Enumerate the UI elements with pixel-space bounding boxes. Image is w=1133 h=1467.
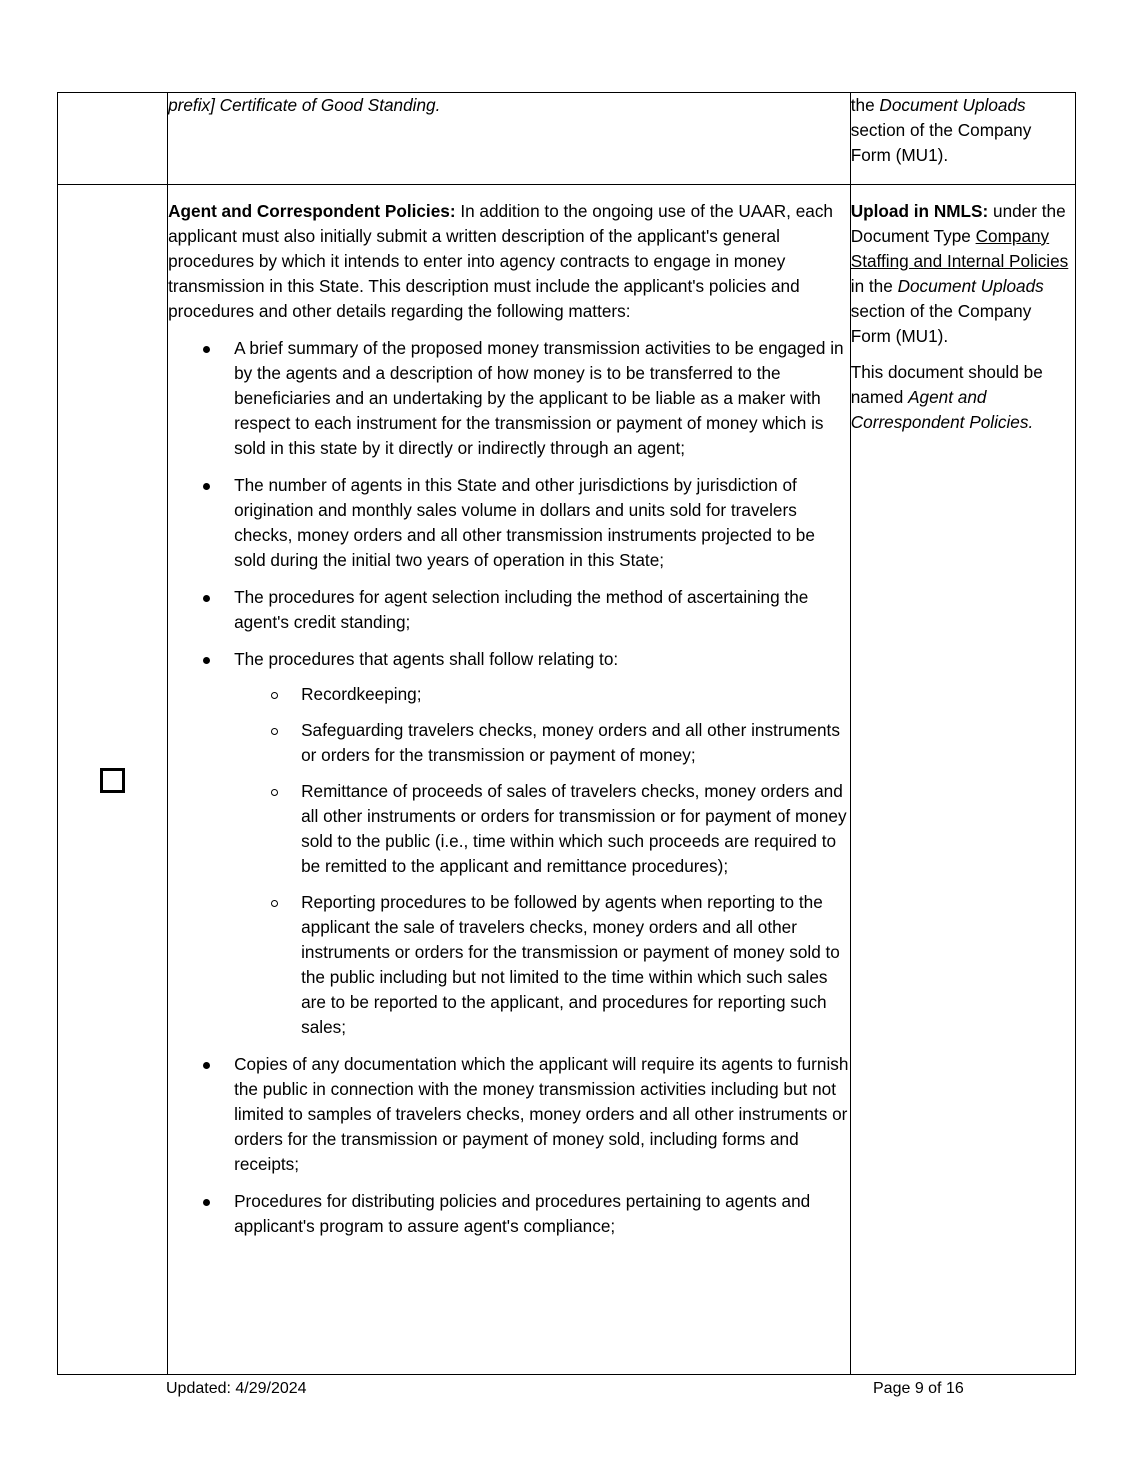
upload-instructions: Upload in NMLS: under the Document Type Company Staffing and Internal Policies in the Document Uploads section of the Company Form (MU1). xyxy=(850,201,1069,346)
location-cell xyxy=(850,93,1075,185)
updated-date: Updated: 4/29/2024 xyxy=(166,1380,307,1397)
sub-list-item: Recordkeeping; xyxy=(234,682,850,707)
bullet-icon xyxy=(203,346,210,353)
sub-list-item: Remittance of proceeds of sales of travelers checks, money orders and all other instruments or orders for transmission or for payment of money sold to the public (i.e., time within which such proceeds are required to be remitted to the applicant and remittance procedures); xyxy=(234,779,850,879)
list-item: The procedures that agents shall follow relating to: Recordkeeping; Safeguarding travelers checks, money orders and all other instruments or orders for the transmission or payment of money; Remittance of proceeds of sales of travelers checks, money orders and all other instruments or orders for transmission or for payment of money sold to the public (i.e., time within which such proceeds are required to be remitted to the applicant and remittance procedures); Reporting procedures to be followed by agents when reporting to the applicant the sale of travelers checks, money orders and all other instruments or orders for the transmission or payment of money sold to the public including but not limited to the time within which such sales are to be reported to the applicant, and procedures for reporting such sales; xyxy=(168,647,850,1040)
bullet-icon xyxy=(203,1199,210,1206)
bullet-icon xyxy=(203,1062,210,1069)
document-type-label: Company Staffing and Internal Policies xyxy=(850,226,1069,271)
list-item: The procedures for agent selection including the method of ascertaining the agent's credit standing; xyxy=(168,585,850,635)
circle-bullet-icon xyxy=(271,692,278,699)
sub-list-item: Safeguarding travelers checks, money orders and all other instruments or orders for the transmission or payment of money; xyxy=(234,718,850,768)
requirement-heading: Agent and Correspondent Policies: xyxy=(168,201,456,221)
document-name-note: This document should be named Agent and Correspondent Policies. xyxy=(850,362,1043,432)
bullet-icon xyxy=(203,595,210,602)
circle-bullet-icon xyxy=(271,728,278,735)
page-number: Page 9 of 16 xyxy=(873,1380,964,1397)
bullet-icon xyxy=(203,657,210,664)
list-item: Procedures for distributing policies and procedures pertaining to agents and applicant's program to assure agent's compliance; xyxy=(168,1189,850,1239)
requirement-cell xyxy=(168,185,851,1375)
requirement-text: prefix] Certificate of Good Standing. xyxy=(168,95,441,115)
table-row xyxy=(58,93,1076,185)
bullet-icon xyxy=(203,483,210,490)
requirement-intro: Agent and Correspondent Policies: In addition to the ongoing use of the UAAR, each applicant must also initially submit a written description of the applicant's general procedures by which it intends to enter into agency contracts to engage in money transmission in this State. This description must include the applicant's policies and procedures and other details regarding the following matters: xyxy=(168,201,833,321)
bullet-list xyxy=(168,336,850,1239)
requirement-cell xyxy=(168,93,851,185)
requirements-table xyxy=(57,92,1076,1375)
circle-bullet-icon xyxy=(271,900,278,907)
table-row xyxy=(58,185,1076,1375)
requirement-checkbox[interactable] xyxy=(100,768,125,793)
location-text: the Document Uploads section of the Company Form (MU1). xyxy=(850,95,1032,165)
list-item: A brief summary of the proposed money transmission activities to be engaged in by the agents and a description of how money is to be transferred to the beneficiaries and an undertaking by the applicant to be liable as a maker with respect to each instrument for the transmission or payment of money which is sold in this state by it directly or indirectly through an agent; xyxy=(168,336,850,461)
sub-list-item: Reporting procedures to be followed by agents when reporting to the applicant the sale of travelers checks, money orders and all other instruments or orders for the transmission or payment of money sold to the public including but not limited to the time within which such sales are to be reported to the applicant, and procedures for reporting such sales; xyxy=(234,890,850,1040)
sub-bullet-list xyxy=(234,682,850,1040)
circle-bullet-icon xyxy=(271,789,278,796)
checkbox-cell xyxy=(58,93,168,185)
list-item: Copies of any documentation which the applicant will require its agents to furnish the public in connection with the money transmission activities including but not limited to samples of travelers checks, money orders and all other instruments or orders for the transmission or payment of money sold, including forms and receipts; xyxy=(168,1052,850,1177)
list-item: The number of agents in this State and other jurisdictions by jurisdiction of origination and monthly sales volume in dollars and units sold for travelers checks, money orders and all other transmission instruments projected to be sold during the initial two years of operation in this State; xyxy=(168,473,850,573)
location-cell xyxy=(850,185,1075,1375)
